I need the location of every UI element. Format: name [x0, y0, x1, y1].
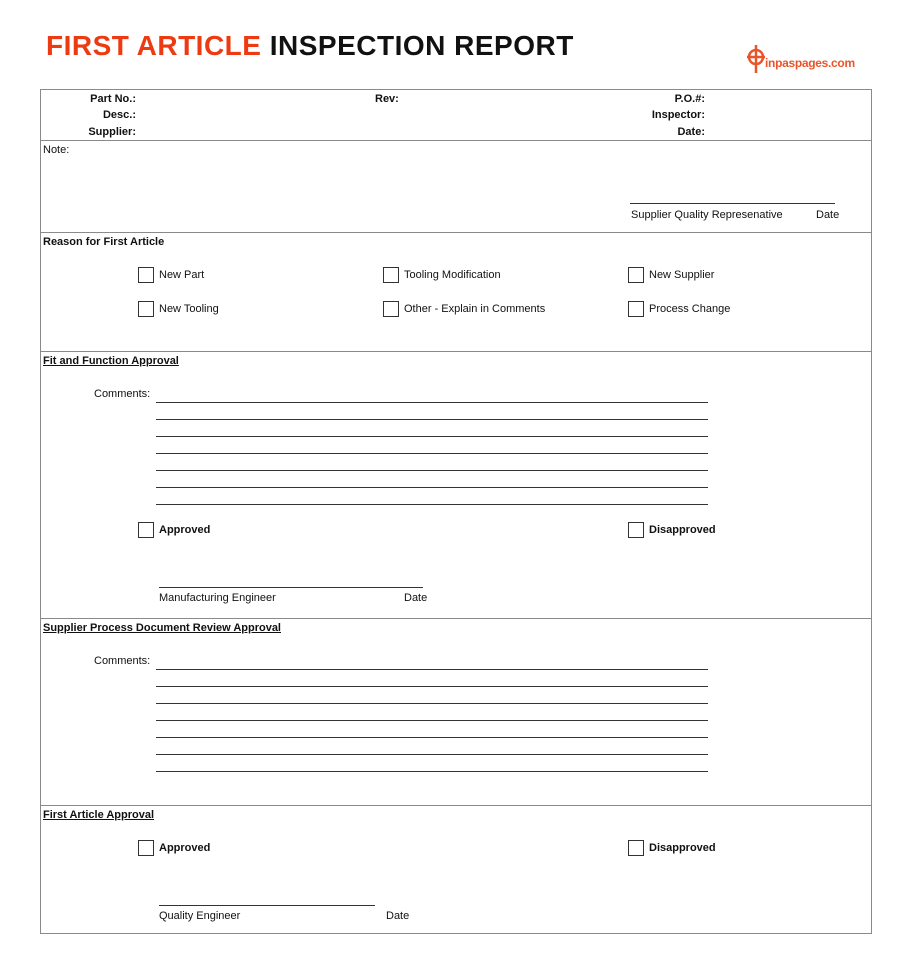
fit-comment-line[interactable]: [156, 504, 708, 505]
tooling-modification-label: Tooling Modification: [404, 269, 501, 281]
supplier-comment-line[interactable]: [156, 720, 708, 721]
divider: [40, 232, 872, 233]
supplier-label: Supplier:: [88, 126, 136, 138]
supplier-comment-line[interactable]: [156, 754, 708, 755]
manufacturing-date-label: Date: [404, 592, 428, 604]
process-change-checkbox[interactable]: [628, 301, 644, 317]
fit-approved-checkbox[interactable]: [138, 522, 154, 538]
divider: [40, 140, 872, 141]
fit-comments-label: Comments:: [94, 388, 151, 400]
page-title: [46, 30, 574, 62]
fa-disapproved-checkbox[interactable]: [628, 840, 644, 856]
logo: [746, 44, 871, 74]
fit-comment-line[interactable]: [156, 453, 708, 454]
new-tooling-checkbox[interactable]: [138, 301, 154, 317]
fit-comment-line[interactable]: [156, 402, 708, 403]
title-accent: FIRST ARTICLE: [46, 30, 262, 61]
supplier-signature-line[interactable]: [630, 203, 835, 204]
supplier-date-label: Date: [816, 209, 840, 221]
new-supplier-label: New Supplier: [649, 269, 715, 281]
quality-date-label: Date: [386, 910, 410, 922]
fit-disapproved-label: Disapproved: [649, 524, 716, 536]
process-change-label: Process Change: [649, 303, 731, 315]
desc-label: Desc.:: [102, 109, 136, 121]
fit-comment-line[interactable]: [156, 470, 708, 471]
title-rest: INSPECTION REPORT: [269, 30, 574, 61]
fa-approved-checkbox[interactable]: [138, 840, 154, 856]
tooling-modification-checkbox[interactable]: [383, 267, 399, 283]
first-article-approval-heading: First Article Approval: [43, 809, 155, 821]
supplier-review-heading: Supplier Process Document Review Approval: [43, 622, 281, 634]
fit-disapproved-checkbox[interactable]: [628, 522, 644, 538]
divider: [40, 351, 872, 352]
new-tooling-label: New Tooling: [159, 303, 219, 315]
supplier-comment-line[interactable]: [156, 703, 708, 704]
new-part-checkbox[interactable]: [138, 267, 154, 283]
new-part-label: New Part: [159, 269, 205, 281]
supplier-comment-line[interactable]: [156, 737, 708, 738]
date-label: Date:: [677, 126, 705, 138]
supplier-comments-label: Comments:: [94, 655, 151, 667]
fit-comment-line[interactable]: [156, 436, 708, 437]
quality-engineer-label: Quality Engineer: [159, 910, 241, 922]
supplier-comment-line[interactable]: [156, 669, 708, 670]
note-label: Note:: [43, 144, 70, 156]
fit-comment-line[interactable]: [156, 487, 708, 488]
rev-label: Rev:: [375, 93, 399, 105]
supplier-comment-line[interactable]: [156, 686, 708, 687]
other-checkbox[interactable]: [383, 301, 399, 317]
new-supplier-checkbox[interactable]: [628, 267, 644, 283]
reason-heading: Reason for First Article: [43, 236, 165, 248]
fit-function-heading: Fit and Function Approval: [43, 355, 179, 367]
fa-approved-label: Approved: [159, 842, 211, 854]
part-no-label: Part No.:: [90, 93, 136, 105]
divider: [40, 805, 872, 806]
other-label: Other - Explain in Comments: [404, 303, 546, 315]
manufacturing-engineer-label: Manufacturing Engineer: [159, 592, 276, 604]
divider: [40, 618, 872, 619]
fa-disapproved-label: Disapproved: [649, 842, 716, 854]
quality-engineer-signature-line[interactable]: [159, 905, 375, 906]
logo-text: inpaspages.com: [765, 56, 855, 70]
supplier-signature-label: Supplier Quality Represenative: [631, 209, 783, 221]
supplier-comment-line[interactable]: [156, 771, 708, 772]
manufacturing-engineer-signature-line[interactable]: [159, 587, 423, 588]
inspector-label: Inspector:: [651, 109, 705, 121]
po-label: P.O.#:: [674, 93, 705, 105]
fit-approved-label: Approved: [159, 524, 211, 536]
fit-comment-line[interactable]: [156, 419, 708, 420]
